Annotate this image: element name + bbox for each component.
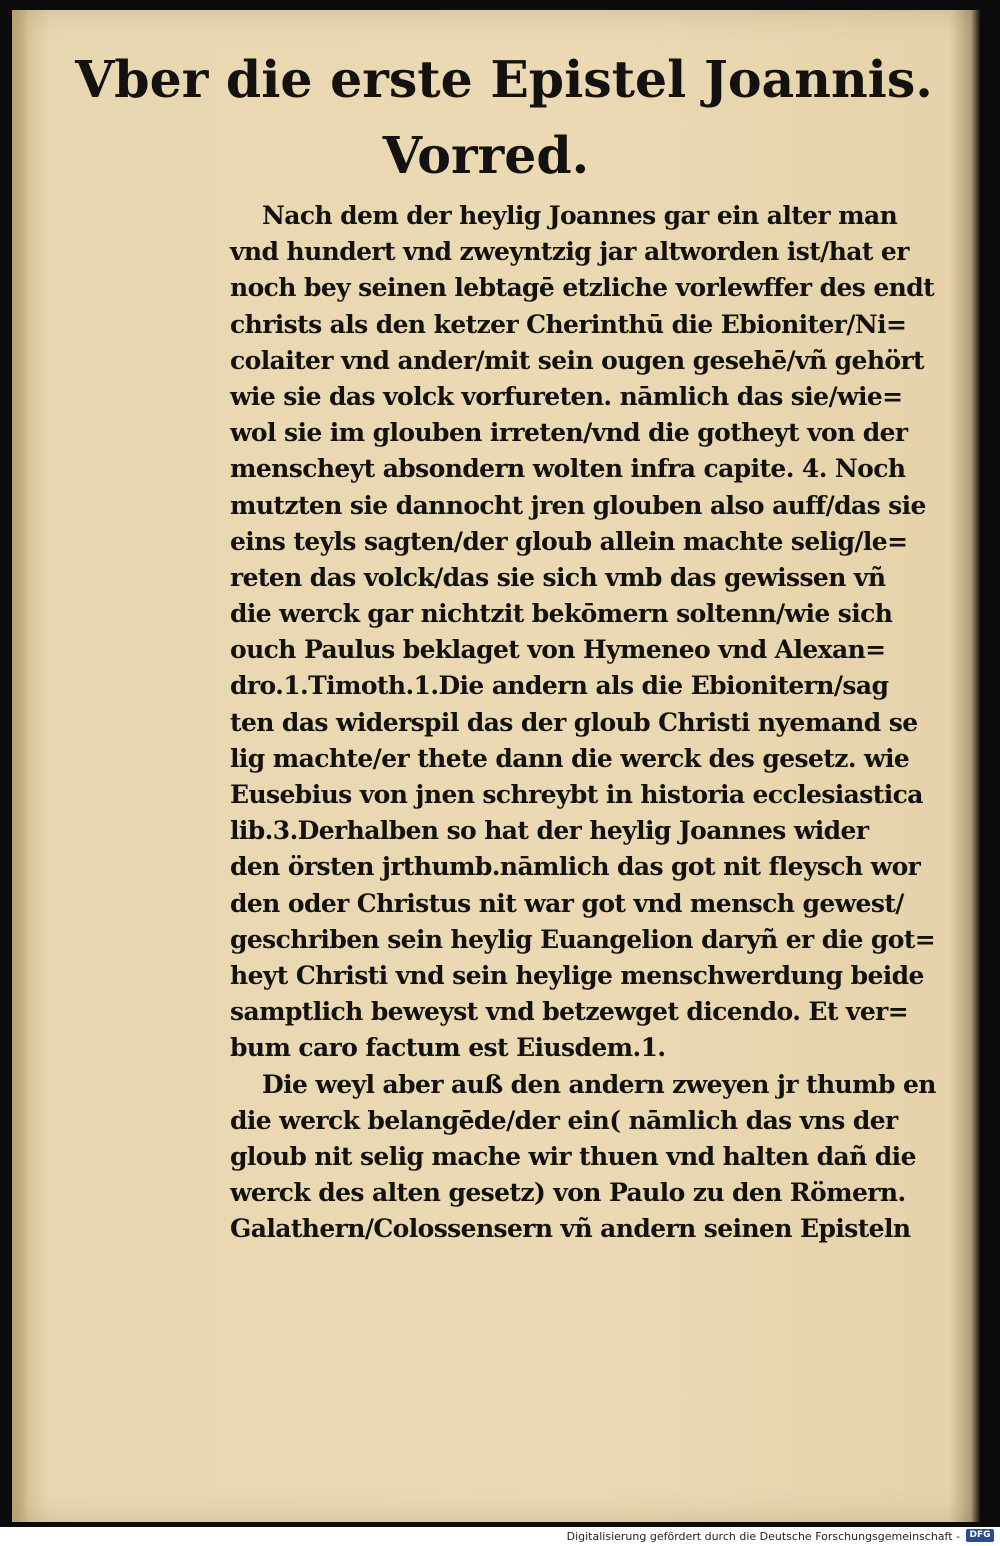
epistle-title: Vber die erste Epistel Joannis. [75, 50, 933, 109]
text-line: ouch Paulus beklaget von Hymeneo vnd Alexan= [230, 635, 886, 665]
paragraph-2 [230, 1067, 972, 1248]
text-line: den örsten jrthumb.nāmlich das got nit fleysch wor [230, 852, 921, 882]
text-line: noch bey seinen lebtagē etzliche vorlewffer des endt [230, 273, 935, 303]
text-line: heyt Christi vnd sein heylige menschwerdung beide [230, 960, 924, 990]
funding-notice: Digitalisierung gefördert durch die Deutsche Forschungsgemeinschaft - [566, 1530, 960, 1543]
text-line: wie sie das volck vorfureten. nāmlich das sie/wie= [230, 381, 903, 411]
text-line: Galathern/Colossensern vñ andern seinen Episteln [230, 1214, 911, 1244]
text-line: eins teyls sagten/der gloub allein machte selig/le= [230, 526, 908, 556]
paper-page [12, 10, 980, 1522]
text-line: lib.3.Derhalben so hat der heylig Joannes wider [230, 816, 869, 846]
text-line: Die weyl aber auß den andern zweyen jr thumb en [262, 1069, 936, 1099]
text-line: bum caro factum est Eiusdem.1. [230, 1033, 666, 1063]
text-line: menscheyt absondern wolten infra capite. 4. Noch [230, 454, 906, 484]
text-line: lig machte/er thete dann die werck des gesetz. wie [230, 743, 910, 773]
text-line: wol sie im glouben irreten/vnd die gotheyt von der [230, 418, 908, 448]
text-line: dro.1.Timoth.1.Die andern als die Ebionitern/sag [230, 671, 889, 701]
text-line: mutzten sie dannocht jren glouben also auff/das sie [230, 490, 926, 520]
page-binding-shadow [12, 10, 28, 1522]
paragraph-1 [230, 198, 972, 1067]
text-line: Nach dem der heylig Joannes gar ein alter man [262, 201, 898, 230]
text-line: gloub nit selig mache wir thuen vnd halten dañ die [230, 1141, 916, 1171]
text-line: ten das widerspil das der gloub Christi nyemand se [230, 707, 918, 737]
text-line: christs als den ketzer Cherinthū die Ebioniter/Ni= [230, 309, 907, 339]
text-line: reten das volck/das sie sich vmb das gewissen vñ [230, 562, 886, 592]
text-line: die werck belangēde/der ein( nāmlich das vns der [230, 1105, 898, 1135]
text-line: vnd hundert vnd zweyntzig jar altworden ist/hat er [230, 237, 909, 267]
text-line: colaiter vnd ander/mit sein ougen gesehē/vñ gehört [230, 345, 924, 375]
dfg-logo: DFG [966, 1529, 994, 1542]
text-line: geschriben sein heylig Euangelion daryñ er die got= [230, 924, 936, 954]
text-line: den oder Christus nit war got vnd mensch gewest/ [230, 888, 904, 918]
body-text [230, 198, 972, 1247]
text-line: die werck gar nichtzit bekōmern soltenn/wie sich [230, 599, 893, 629]
text-line: werck des alten gesetz) von Paulo zu den Römern. [230, 1178, 906, 1208]
text-line: samptlich beweyst vnd betzewget dicendo. Et ver= [230, 997, 909, 1027]
text-line: Eusebius von jnen schreybt in historia ecclesiastica [230, 780, 923, 809]
preface-heading: Vorred. [382, 126, 590, 185]
